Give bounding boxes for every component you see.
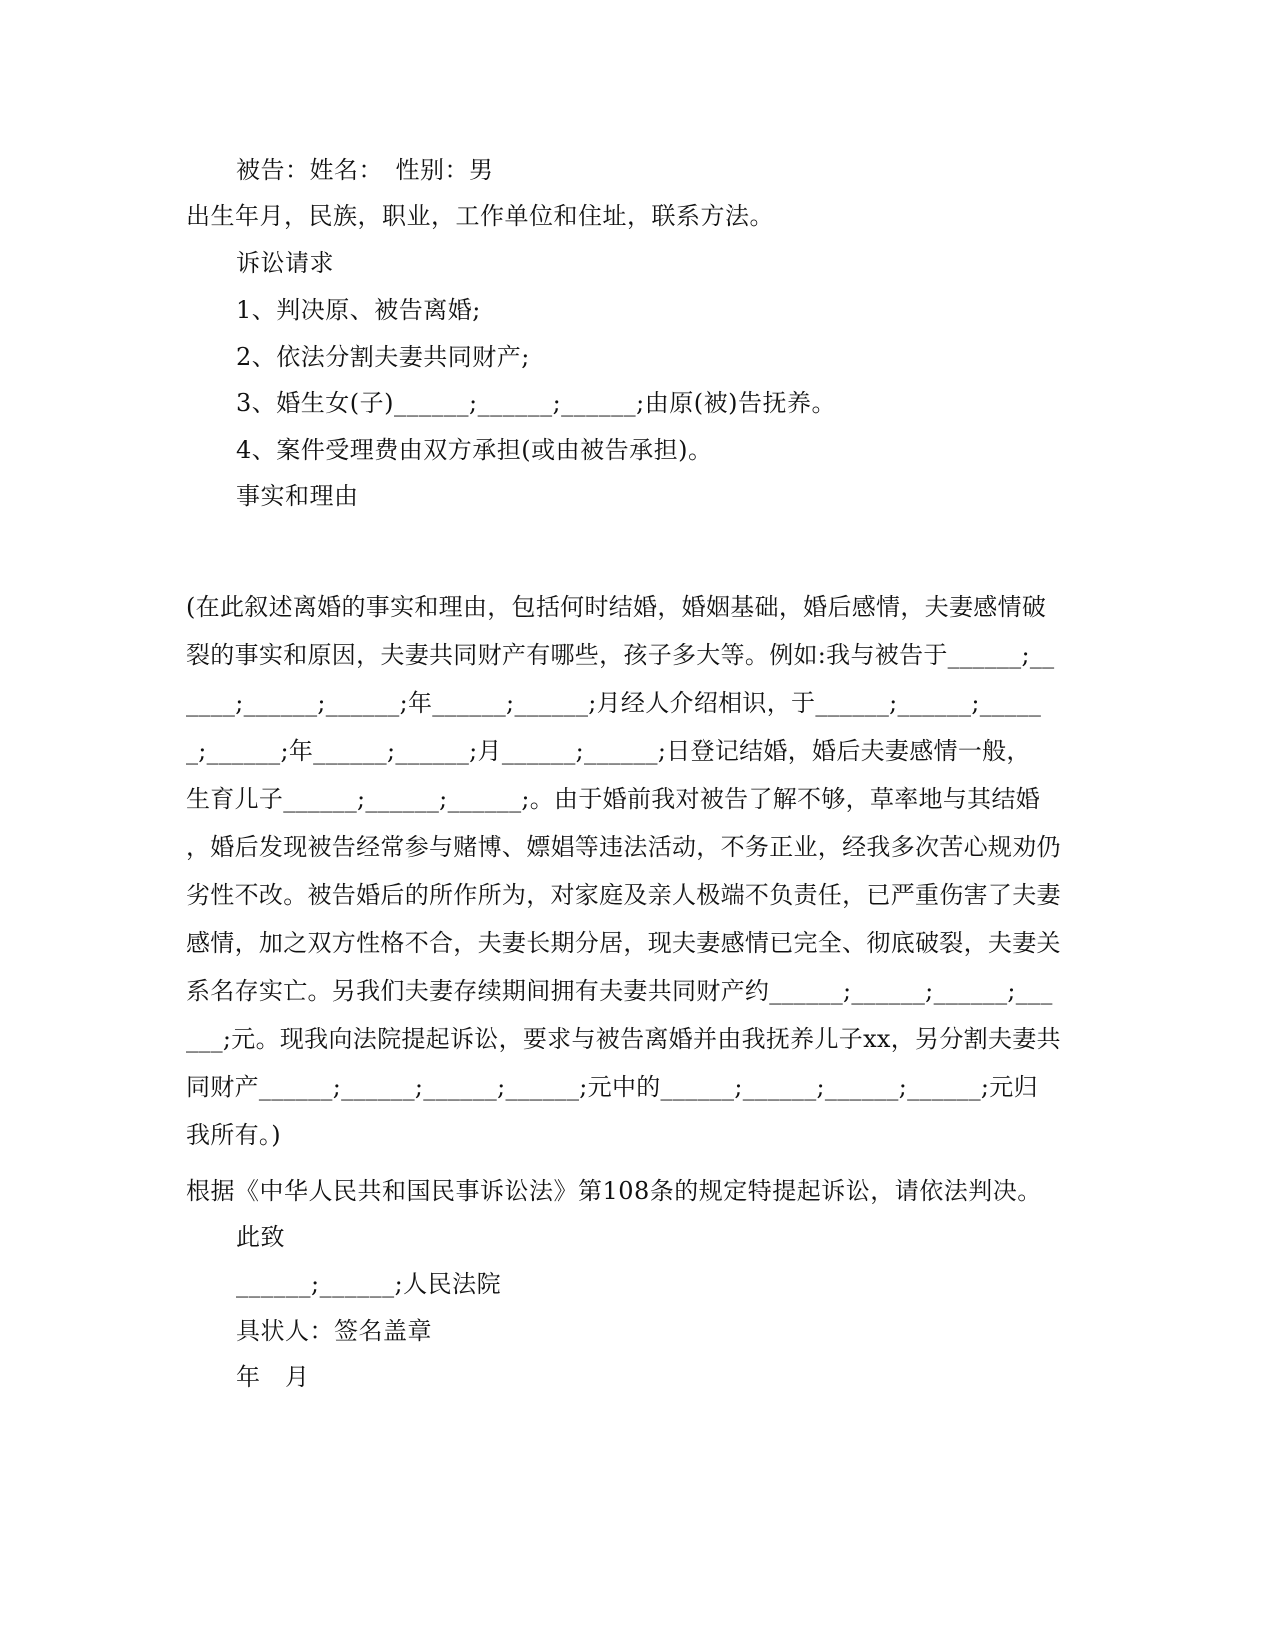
court-name: ______;______;人民法院 [236, 1270, 502, 1298]
facts-line: ____;______;______;年______;______;月经人介绍相识，于______;______;_____ [186, 689, 1042, 717]
facts-line: ___;元。现我向法院提起诉讼，要求与被告离婚并由我抚养儿子xx，另分割夫妻共 [186, 1025, 1061, 1053]
facts-line: 裂的事实和原因，夫妻共同财产有哪些，孩子多大等。例如:我与被告于______;__ [186, 641, 1055, 669]
facts-line: (在此叙述离婚的事实和理由，包括何时结婚，婚姻基础，婚后感情，夫妻感情破 [186, 593, 1047, 621]
facts-line: 系名存实亡。另我们夫妻存续期间拥有夫妻共同财产约______;______;______;___ [186, 977, 1053, 1005]
date-line: 年 月 [236, 1363, 310, 1391]
claim-item: 1、判决原、被告离婚; [236, 296, 481, 324]
closing-salutation: 此致 [236, 1223, 285, 1251]
facts-line: _;______;年______;______;月______;______;日登记结婚，婚后夫妻感情一般， [186, 737, 1031, 765]
facts-line: 劣性不改。被告婚后的所作所为，对家庭及亲人极端不负责任，已严重伤害了夫妻 [186, 881, 1061, 909]
facts-line: 感情，加之双方性格不合，夫妻长期分居，现夫妻感情已完全、彻底破裂，夫妻关 [186, 929, 1061, 957]
facts-line: 同财产______;______;______;______;元中的______;______;______;______;元归 [186, 1073, 1038, 1101]
facts-paragraph [186, 583, 1086, 1159]
legal-basis: 根据《中华人民共和国民事诉讼法》第108条的规定特提起诉讼，请依法判决。 [186, 1177, 1042, 1205]
claim-item: 4、案件受理费由双方承担(或由被告承担)。 [236, 436, 713, 464]
facts-line: 我所有。) [186, 1121, 281, 1149]
defendant-details: 出生年月，民族，职业，工作单位和住址，联系方法。 [186, 202, 774, 230]
claim-item: 3、婚生女(子)______;______;______;由原(被)告抚养。 [236, 389, 836, 417]
facts-heading: 事实和理由 [236, 482, 359, 510]
facts-line: 生育儿子______;______;______;。由于婚前我对被告了解不够，草率地与其结婚 [186, 785, 1041, 813]
signature-line: 具状人：签名盖章 [236, 1317, 432, 1345]
claims-heading: 诉讼请求 [236, 249, 334, 277]
claim-item: 2、依法分割夫妻共同财产; [236, 343, 530, 371]
defendant-line: 被告：姓名： 性别：男 [236, 156, 494, 184]
facts-line: ，婚后发现被告经常参与赌博、嫖娼等违法活动，不务正业，经我多次苦心规劝仍 [186, 833, 1061, 861]
